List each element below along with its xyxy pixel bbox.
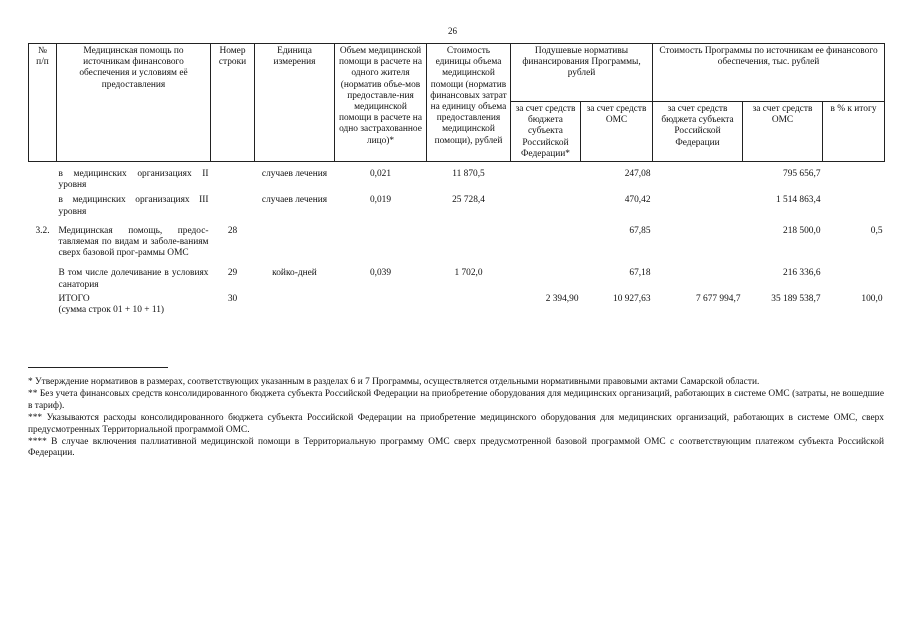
table-row-total bbox=[29, 294, 885, 316]
cell-num bbox=[29, 294, 57, 316]
cell-volume: 0,019 bbox=[369, 195, 392, 206]
cell-unit: случаев лечения bbox=[261, 195, 328, 206]
cell-unit: койко-дней bbox=[272, 268, 317, 279]
cell-pct: 100,0 bbox=[861, 293, 883, 304]
cell-norm-budget bbox=[511, 268, 581, 290]
cell-pct bbox=[823, 268, 885, 290]
cell-name: ИТОГО (сумма строк 01 + 10 + 11) bbox=[58, 293, 165, 316]
cell-norm-oms: 67,18 bbox=[629, 268, 651, 279]
header-line: Номер строки bbox=[211, 44, 255, 162]
cell-name: в медицинских организациях III уровня bbox=[58, 195, 209, 217]
header-prog-oms: за счет средств ОМС bbox=[743, 102, 823, 162]
cell-prog-budget bbox=[653, 226, 743, 260]
table-row bbox=[29, 226, 885, 260]
cell-volume bbox=[335, 294, 427, 316]
cell-prog-budget bbox=[653, 268, 743, 290]
cell-num bbox=[29, 268, 57, 290]
cell-norm-oms: 10 927,63 bbox=[613, 293, 651, 304]
header-group-program: Стоимость Программы по источникам ее финансового обеспечения, тыс. рублей bbox=[653, 44, 885, 102]
table-row bbox=[29, 195, 885, 217]
cell-line: 29 bbox=[227, 268, 238, 279]
cell-cost: 11 870,5 bbox=[452, 169, 485, 180]
cell-prog-oms: 218 500,0 bbox=[783, 225, 821, 236]
cell-cost: 1 702,0 bbox=[454, 268, 483, 279]
cell-cost bbox=[427, 294, 511, 316]
footnote-3: *** Указываются расходы консолидированного бюджета субъекта Российской Федерации на приобретение медицинского оборудования для медицинских организаций, работающих в системе ОМС, сверх предусмотренных Территориальной программой ОМС. bbox=[28, 413, 884, 435]
cell-pct bbox=[823, 195, 885, 217]
cell-prog-oms: 216 336,6 bbox=[783, 268, 821, 279]
footnote-2: ** Без учета финансовых средств консолидированного бюджета субъекта Российской Федерации на приобретение оборудования для медицинских организаций, работающих в системе ОМС (затраты, не вошедшие в тариф). bbox=[28, 389, 884, 411]
cell-num: 3.2. bbox=[35, 225, 50, 236]
cell-norm-budget bbox=[511, 195, 581, 217]
header-norm-oms: за счет средств ОМС bbox=[581, 102, 653, 162]
cell-unit: случаев лечения bbox=[261, 169, 328, 180]
header-unit: Единица измерения bbox=[255, 44, 335, 162]
program-cost-table bbox=[28, 43, 885, 316]
cell-unit bbox=[255, 294, 335, 316]
cell-unit bbox=[255, 226, 335, 260]
header-group-norms: Подушевые нормативы финансирования Программы, рублей bbox=[511, 44, 653, 102]
cell-norm-budget: 2 394,90 bbox=[545, 293, 579, 304]
cell-cost bbox=[427, 226, 511, 260]
header-volume: Объем медицинской помощи в расчете на одного жителя (норматив объе-мов предоставле-ния медицинской помощи в расчете на одно застрахованное лицо)* bbox=[335, 44, 427, 162]
header-prog-pct: в % к итогу bbox=[823, 102, 885, 162]
header-norm-budget: за счет средств бюджета субъекта Российской Федерации* bbox=[511, 102, 581, 162]
cell-prog-oms: 1 514 863,4 bbox=[775, 195, 821, 206]
cell-line bbox=[211, 169, 255, 191]
cell-prog-budget bbox=[653, 169, 743, 191]
page-number: 26 bbox=[448, 26, 457, 36]
cell-num bbox=[29, 169, 57, 191]
cell-cost: 25 728,4 bbox=[452, 195, 485, 206]
cell-volume bbox=[335, 226, 427, 260]
cell-prog-budget bbox=[653, 195, 743, 217]
cell-prog-oms: 795 656,7 bbox=[783, 169, 821, 180]
footnote-1: * Утверждение нормативов в размерах, соответствующих указанным в разделах 6 и 7 Программы, осуществляется отдельными нормативными правовыми актами Самарской области. bbox=[28, 377, 760, 387]
cell-norm-budget bbox=[511, 169, 581, 191]
cell-line: 28 bbox=[227, 225, 238, 236]
table-header bbox=[29, 44, 885, 162]
cell-pct bbox=[823, 169, 885, 191]
cell-line: 30 bbox=[227, 293, 238, 304]
cell-norm-oms: 67,85 bbox=[629, 225, 651, 236]
cell-name: В том числе долечивание в условиях санатория bbox=[58, 268, 209, 290]
footnote-4: **** В случае включения паллиативной медицинской помощи в Территориальную программу ОМС сверх предусмотренной базовой программой ОМС с соответствующим платежом субъекта Российской Федерации. bbox=[28, 437, 884, 459]
cell-volume: 0,021 bbox=[369, 169, 392, 180]
cell-prog-oms: 35 189 538,7 bbox=[771, 293, 821, 304]
cell-norm-oms: 247,08 bbox=[624, 169, 651, 180]
table-row bbox=[29, 268, 885, 290]
cell-norm-budget bbox=[511, 226, 581, 260]
cell-norm-oms: 470,42 bbox=[624, 195, 651, 206]
table-row bbox=[29, 169, 885, 191]
header-num: № п/п bbox=[29, 44, 57, 162]
footnote-divider bbox=[28, 367, 168, 368]
cell-num bbox=[29, 195, 57, 217]
cell-prog-budget: 7 677 994,7 bbox=[695, 293, 741, 304]
cell-pct: 0,5 bbox=[870, 225, 883, 236]
table-body bbox=[29, 162, 885, 317]
cell-name: в медицинских организациях II уровня bbox=[58, 169, 209, 191]
header-cost: Стоимость единицы объема медицинской помощи (норматив финансовых затрат на единицу объема предоставления медицинской помощи), рублей bbox=[427, 44, 511, 162]
header-name: Медицинская помощь по источникам финансового обеспечения и условиям её предоставления bbox=[57, 44, 211, 162]
cell-name: Медицинская помощь, предос-тавляемая по видам и заболе-ваниям сверх базовой прог-раммы ОМС bbox=[58, 225, 209, 259]
footnotes bbox=[28, 377, 884, 461]
header-prog-budget: за счет средств бюджета субъекта Российской Федерации bbox=[653, 102, 743, 162]
cell-line bbox=[211, 195, 255, 217]
cell-volume: 0,039 bbox=[369, 268, 392, 279]
